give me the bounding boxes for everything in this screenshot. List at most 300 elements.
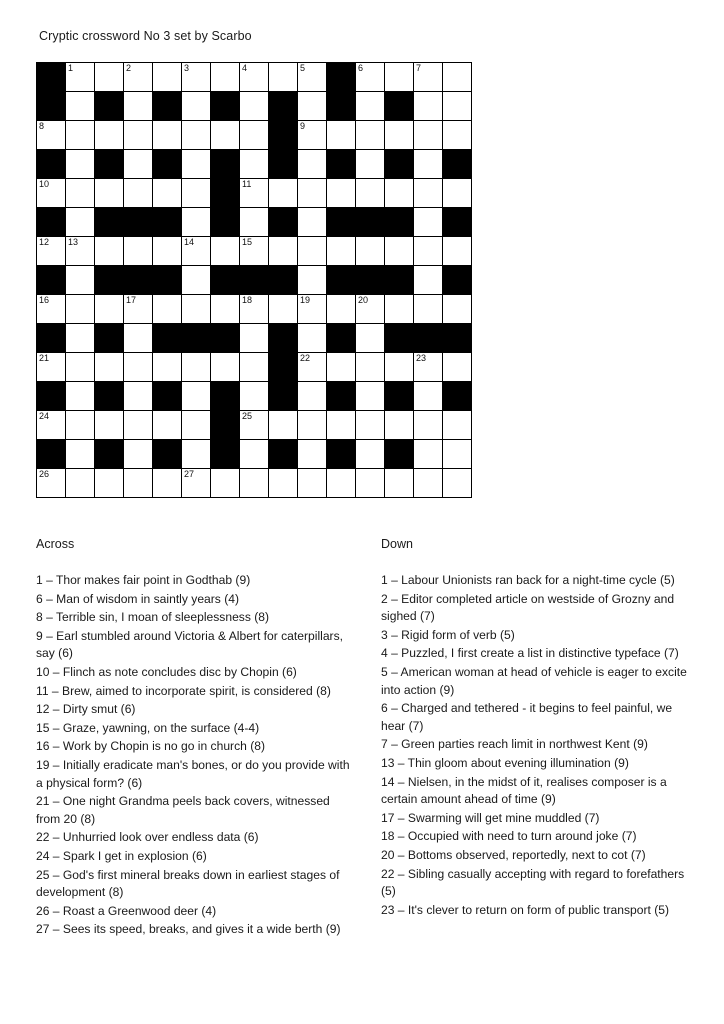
clue-item[interactable]: 17 – Swarming will get mine muddled (7): [381, 810, 600, 825]
grid-cell[interactable]: [124, 324, 153, 353]
grid-cell[interactable]: [153, 121, 182, 150]
grid-cell[interactable]: [443, 411, 472, 440]
clue-item[interactable]: 10 – Flinch as note concludes disc by Chopin (6): [36, 664, 297, 679]
grid-cell[interactable]: [95, 179, 124, 208]
grid-cell[interactable]: [182, 237, 211, 266]
grid-cell[interactable]: [153, 353, 182, 382]
grid-cell[interactable]: [298, 353, 327, 382]
grid-block-cell: [211, 324, 240, 353]
across-clue-list: [36, 572, 351, 939]
grid-row: [37, 63, 472, 92]
grid-cell[interactable]: [182, 63, 211, 92]
grid-block-cell: [211, 411, 240, 440]
grid-cell[interactable]: [66, 295, 95, 324]
grid-block-cell: [269, 353, 298, 382]
grid-block-cell: [269, 150, 298, 179]
grid-cell[interactable]: [298, 411, 327, 440]
grid-cell[interactable]: [356, 382, 385, 411]
grid-cell[interactable]: [443, 63, 472, 92]
grid-row: [37, 469, 472, 498]
grid-cell[interactable]: [240, 237, 269, 266]
grid-cell[interactable]: [66, 208, 95, 237]
grid-cell[interactable]: [153, 411, 182, 440]
grid-cell[interactable]: [414, 295, 443, 324]
grid-cell[interactable]: [211, 121, 240, 150]
grid-block-cell: [414, 324, 443, 353]
grid-block-cell: [385, 92, 414, 121]
grid-cell-number: 22: [300, 353, 311, 363]
clue-item[interactable]: 13 – Thin gloom about evening illumination (9): [381, 755, 629, 770]
grid-cell[interactable]: [298, 469, 327, 498]
grid-cell[interactable]: [356, 411, 385, 440]
clue-item[interactable]: 20 – Bottoms observed, reportedly, next to cot (7): [381, 847, 646, 862]
grid-cell[interactable]: [37, 411, 66, 440]
grid-cell-number: 10: [39, 179, 50, 189]
clue-item[interactable]: 12 – Dirty smut (6): [36, 702, 136, 717]
grid-cell[interactable]: [414, 63, 443, 92]
grid-cell[interactable]: [269, 63, 298, 92]
crossword-grid[interactable]: [36, 62, 472, 498]
grid-cell[interactable]: [240, 469, 269, 498]
clue-item[interactable]: 19 – Initially eradicate man's bones, or do you provide with a physical form? (6): [36, 757, 350, 790]
grid-block-cell: [443, 208, 472, 237]
clue-item[interactable]: 21 – One night Grandma peels back covers, witnessed from 20 (8): [36, 794, 330, 826]
across-heading: Across: [36, 537, 75, 551]
grid-cell-number: 6: [358, 63, 364, 73]
grid-block-cell: [443, 324, 472, 353]
grid-cell-number: 2: [126, 63, 132, 73]
grid-cell[interactable]: [211, 469, 240, 498]
grid-cell[interactable]: [124, 382, 153, 411]
grid-cell-number: 24: [39, 411, 50, 421]
grid-cell[interactable]: [66, 92, 95, 121]
grid-cell[interactable]: [327, 121, 356, 150]
grid-block-cell: [211, 179, 240, 208]
grid-cell[interactable]: [153, 237, 182, 266]
grid-cell[interactable]: [327, 411, 356, 440]
grid-cell[interactable]: [298, 208, 327, 237]
grid-cell[interactable]: [66, 353, 95, 382]
clues-section: [36, 537, 696, 940]
grid-cell[interactable]: [385, 295, 414, 324]
grid-cell[interactable]: [66, 469, 95, 498]
grid-cell[interactable]: [37, 121, 66, 150]
grid-cell-number: 16: [39, 295, 50, 305]
grid-block-cell: [37, 92, 66, 121]
grid-cell[interactable]: [385, 63, 414, 92]
grid-cell[interactable]: [182, 92, 211, 121]
grid-row: [37, 411, 472, 440]
grid-cell[interactable]: [298, 121, 327, 150]
grid-block-cell: [443, 382, 472, 411]
grid-cell[interactable]: [240, 295, 269, 324]
clue-item[interactable]: 22 – Unhurried look over endless data (6): [36, 830, 259, 845]
grid-row: [37, 237, 472, 266]
grid-block-cell: [37, 382, 66, 411]
grid-block-cell: [385, 440, 414, 469]
grid-block-cell: [385, 382, 414, 411]
grid-block-cell: [327, 208, 356, 237]
grid-cell[interactable]: [66, 121, 95, 150]
grid-cell[interactable]: [298, 237, 327, 266]
grid-cell[interactable]: [443, 179, 472, 208]
grid-cell[interactable]: [385, 237, 414, 266]
clue-item[interactable]: 24 – Spark I get in explosion (6): [36, 848, 207, 863]
grid-block-cell: [153, 324, 182, 353]
grid-cell[interactable]: [356, 469, 385, 498]
grid-block-cell: [95, 440, 124, 469]
grid-block-cell: [443, 266, 472, 295]
grid-cell[interactable]: [124, 295, 153, 324]
grid-cell[interactable]: [153, 295, 182, 324]
grid-cell[interactable]: [443, 353, 472, 382]
grid-cell[interactable]: [269, 179, 298, 208]
grid-block-cell: [211, 266, 240, 295]
grid-cell[interactable]: [414, 469, 443, 498]
grid-cell[interactable]: [443, 440, 472, 469]
grid-cell[interactable]: [298, 324, 327, 353]
grid-cell-number: 8: [39, 121, 45, 131]
grid-cell[interactable]: [414, 266, 443, 295]
grid-block-cell: [37, 324, 66, 353]
clue-item[interactable]: 1 – Thor makes fair point in Godthab (9): [36, 573, 251, 587]
grid-cell[interactable]: [240, 440, 269, 469]
grid-cell-number: 12: [39, 237, 50, 247]
clue-item[interactable]: 2 – Editor completed article on westside of Grozny and sighed (7): [381, 591, 675, 624]
grid-row: [37, 266, 472, 295]
grid-cell[interactable]: [385, 469, 414, 498]
grid-cell[interactable]: [66, 411, 95, 440]
grid-block-cell: [95, 324, 124, 353]
grid-cell[interactable]: [385, 179, 414, 208]
clue-item[interactable]: 1 – Labour Unionists ran back for a night-time cycle (5): [381, 573, 675, 587]
crossword-table: [36, 62, 472, 498]
grid-cell-number: 20: [358, 295, 369, 305]
grid-block-cell: [240, 266, 269, 295]
grid-cell[interactable]: [298, 382, 327, 411]
grid-cell[interactable]: [414, 440, 443, 469]
grid-cell[interactable]: [443, 92, 472, 121]
grid-row: [37, 179, 472, 208]
grid-block-cell: [385, 150, 414, 179]
grid-cell[interactable]: [414, 150, 443, 179]
grid-cell[interactable]: [95, 411, 124, 440]
grid-cell[interactable]: [327, 353, 356, 382]
grid-block-cell: [37, 208, 66, 237]
down-column: [381, 537, 696, 940]
grid-cell[interactable]: [182, 179, 211, 208]
grid-cell[interactable]: [240, 92, 269, 121]
grid-block-cell: [153, 92, 182, 121]
clue-item[interactable]: 26 – Roast a Greenwood deer (4): [36, 903, 217, 918]
grid-cell[interactable]: [269, 411, 298, 440]
grid-cell[interactable]: [37, 237, 66, 266]
grid-cell[interactable]: [414, 353, 443, 382]
grid-cell[interactable]: [240, 324, 269, 353]
grid-cell[interactable]: [211, 295, 240, 324]
grid-cell[interactable]: [327, 295, 356, 324]
grid-cell[interactable]: [385, 121, 414, 150]
grid-block-cell: [153, 150, 182, 179]
grid-cell[interactable]: [37, 179, 66, 208]
grid-block-cell: [269, 92, 298, 121]
grid-cell[interactable]: [182, 353, 211, 382]
grid-block-cell: [269, 121, 298, 150]
grid-cell[interactable]: [414, 382, 443, 411]
grid-block-cell: [211, 150, 240, 179]
down-heading: Down: [381, 537, 413, 551]
grid-cell[interactable]: [356, 324, 385, 353]
grid-cell-number: 5: [300, 63, 306, 73]
grid-cell[interactable]: [211, 353, 240, 382]
grid-row: [37, 208, 472, 237]
grid-cell[interactable]: [240, 208, 269, 237]
clue-item[interactable]: 27 – Sees its speed, breaks, and gives it a wide berth (9): [36, 922, 341, 937]
grid-cell[interactable]: [414, 92, 443, 121]
grid-cell[interactable]: [269, 237, 298, 266]
grid-cell[interactable]: [356, 121, 385, 150]
grid-block-cell: [356, 208, 385, 237]
grid-cell[interactable]: [66, 179, 95, 208]
grid-block-cell: [356, 266, 385, 295]
grid-block-cell: [211, 208, 240, 237]
grid-cell[interactable]: [211, 237, 240, 266]
clue-item[interactable]: 4 – Puzzled, I first create a list in distinctive typeface (7): [381, 646, 679, 661]
grid-cell[interactable]: [182, 469, 211, 498]
grid-cell[interactable]: [240, 63, 269, 92]
grid-cell[interactable]: [327, 179, 356, 208]
grid-block-cell: [95, 150, 124, 179]
grid-cell[interactable]: [414, 121, 443, 150]
grid-block-cell: [269, 266, 298, 295]
grid-cell[interactable]: [124, 469, 153, 498]
grid-block-cell: [211, 92, 240, 121]
grid-row: [37, 92, 472, 121]
grid-cell[interactable]: [124, 353, 153, 382]
grid-cell[interactable]: [443, 469, 472, 498]
grid-cell[interactable]: [95, 63, 124, 92]
grid-cell[interactable]: [240, 353, 269, 382]
grid-cell[interactable]: [414, 179, 443, 208]
grid-cell[interactable]: [327, 469, 356, 498]
grid-block-cell: [95, 382, 124, 411]
grid-cell[interactable]: [66, 440, 95, 469]
grid-block-cell: [327, 266, 356, 295]
grid-block-cell: [269, 382, 298, 411]
grid-cell[interactable]: [66, 324, 95, 353]
grid-cell-number: 11: [242, 179, 252, 189]
grid-cell-number: 14: [184, 237, 195, 247]
grid-cell[interactable]: [124, 150, 153, 179]
grid-block-cell: [327, 150, 356, 179]
grid-cell[interactable]: [443, 121, 472, 150]
grid-cell[interactable]: [211, 63, 240, 92]
grid-cell[interactable]: [37, 469, 66, 498]
grid-cell[interactable]: [240, 150, 269, 179]
grid-cell[interactable]: [153, 63, 182, 92]
grid-block-cell: [182, 324, 211, 353]
grid-cell[interactable]: [443, 295, 472, 324]
grid-block-cell: [269, 324, 298, 353]
clue-item[interactable]: 11 – Brew, aimed to incorporate spirit, is considered (8): [36, 683, 331, 698]
grid-block-cell: [37, 266, 66, 295]
grid-block-cell: [327, 382, 356, 411]
grid-cell[interactable]: [95, 237, 124, 266]
clue-item[interactable]: 3 – Rigid form of verb (5): [381, 627, 515, 642]
grid-cell[interactable]: [269, 295, 298, 324]
grid-cell-number: 21: [39, 353, 50, 363]
grid-cell[interactable]: [298, 295, 327, 324]
grid-cell-number: 13: [68, 237, 79, 247]
grid-block-cell: [269, 208, 298, 237]
grid-cell[interactable]: [182, 121, 211, 150]
clue-item[interactable]: 15 – Graze, yawning, on the surface (4-4): [36, 720, 260, 735]
grid-cell[interactable]: [356, 92, 385, 121]
clue-item[interactable]: 7 – Green parties reach limit in northwest Kent (9): [381, 737, 648, 752]
grid-cell[interactable]: [124, 179, 153, 208]
grid-cell[interactable]: [124, 237, 153, 266]
grid-cell[interactable]: [182, 150, 211, 179]
grid-cell[interactable]: [66, 266, 95, 295]
grid-cell[interactable]: [240, 382, 269, 411]
grid-cell[interactable]: [356, 295, 385, 324]
grid-cell[interactable]: [298, 266, 327, 295]
grid-row: [37, 295, 472, 324]
clue-item[interactable]: 18 – Occupied with need to turn around joke (7): [381, 829, 637, 844]
grid-block-cell: [385, 266, 414, 295]
grid-cell[interactable]: [356, 63, 385, 92]
grid-cell[interactable]: [182, 295, 211, 324]
grid-block-cell: [153, 382, 182, 411]
grid-cell[interactable]: [124, 440, 153, 469]
grid-cell[interactable]: [124, 121, 153, 150]
grid-cell-number: 4: [242, 63, 248, 73]
grid-block-cell: [37, 150, 66, 179]
grid-cell-number: 7: [416, 63, 422, 73]
grid-cell[interactable]: [153, 469, 182, 498]
grid-cell[interactable]: [298, 440, 327, 469]
grid-row: [37, 121, 472, 150]
grid-cell[interactable]: [66, 63, 95, 92]
clue-item[interactable]: 25 – God's first mineral breaks down in earliest stages of development (8): [36, 867, 340, 900]
grid-cell-number: 26: [39, 469, 50, 479]
grid-cell[interactable]: [95, 353, 124, 382]
clue-item[interactable]: 14 – Nielsen, in the midst of it, realises composer is a certain amount ahead of time (9): [381, 774, 667, 807]
grid-cell[interactable]: [124, 63, 153, 92]
grid-cell[interactable]: [66, 237, 95, 266]
grid-block-cell: [153, 208, 182, 237]
grid-cell[interactable]: [95, 121, 124, 150]
grid-block-cell: [269, 440, 298, 469]
grid-block-cell: [37, 440, 66, 469]
grid-block-cell: [211, 440, 240, 469]
grid-cell[interactable]: [182, 382, 211, 411]
grid-block-cell: [95, 266, 124, 295]
grid-cell-number: 25: [242, 411, 253, 421]
grid-cell[interactable]: [356, 179, 385, 208]
clue-item[interactable]: 16 – Work by Chopin is no go in church (8): [36, 739, 266, 754]
grid-block-cell: [95, 208, 124, 237]
grid-cell[interactable]: [182, 411, 211, 440]
grid-cell[interactable]: [269, 469, 298, 498]
clue-item[interactable]: 5 – American woman at head of vehicle is eager to excite into action (9): [381, 664, 687, 697]
grid-block-cell: [385, 208, 414, 237]
grid-cell[interactable]: [298, 179, 327, 208]
grid-cell[interactable]: [240, 121, 269, 150]
grid-cell[interactable]: [37, 353, 66, 382]
clue-item[interactable]: 22 – Sibling casually accepting with regard to forefathers (5): [381, 866, 685, 899]
grid-cell-number: 23: [416, 353, 427, 363]
grid-cell[interactable]: [356, 150, 385, 179]
grid-cell[interactable]: [356, 440, 385, 469]
grid-cell[interactable]: [385, 411, 414, 440]
grid-cell[interactable]: [298, 150, 327, 179]
grid-cell[interactable]: [37, 295, 66, 324]
page-title: Cryptic crossword No 3 set by Scarbo: [39, 29, 252, 43]
grid-cell[interactable]: [414, 411, 443, 440]
grid-block-cell: [443, 150, 472, 179]
grid-block-cell: [327, 440, 356, 469]
grid-block-cell: [124, 208, 153, 237]
grid-cell[interactable]: [124, 411, 153, 440]
grid-cell[interactable]: [124, 92, 153, 121]
grid-cell[interactable]: [182, 440, 211, 469]
grid-row: [37, 440, 472, 469]
grid-block-cell: [211, 382, 240, 411]
grid-row: [37, 382, 472, 411]
across-column: [36, 537, 351, 940]
grid-row: [37, 150, 472, 179]
grid-cell-number: 18: [242, 295, 253, 305]
grid-cell[interactable]: [298, 63, 327, 92]
grid-block-cell: [327, 92, 356, 121]
grid-block-cell: [95, 92, 124, 121]
grid-cell-number: 9: [300, 121, 306, 131]
grid-block-cell: [124, 266, 153, 295]
grid-cell[interactable]: [95, 469, 124, 498]
grid-block-cell: [37, 63, 66, 92]
grid-cell[interactable]: [443, 237, 472, 266]
grid-cell[interactable]: [414, 237, 443, 266]
grid-row: [37, 324, 472, 353]
grid-block-cell: [327, 63, 356, 92]
clue-item[interactable]: 9 – Earl stumbled around Victoria & Albert for caterpillars, say (6): [36, 628, 343, 661]
clue-item[interactable]: 23 – It's clever to return on form of public transport (5): [381, 902, 669, 917]
grid-cell[interactable]: [182, 208, 211, 237]
clue-item[interactable]: 8 – Terrible sin, I moan of sleeplessness (8): [36, 610, 270, 625]
grid-cell-number: 1: [68, 63, 74, 73]
grid-cell[interactable]: [66, 150, 95, 179]
grid-cell-number: 19: [300, 295, 311, 305]
grid-cell[interactable]: [327, 237, 356, 266]
grid-cell[interactable]: [95, 295, 124, 324]
clue-item[interactable]: 6 – Charged and tethered - it begins to feel painful, we hear (7): [381, 701, 673, 733]
grid-cell[interactable]: [182, 266, 211, 295]
grid-row: [37, 353, 472, 382]
grid-cell[interactable]: [240, 179, 269, 208]
grid-cell[interactable]: [356, 237, 385, 266]
grid-cell[interactable]: [414, 208, 443, 237]
grid-cell[interactable]: [298, 92, 327, 121]
grid-cell-number: 17: [126, 295, 137, 305]
grid-cell[interactable]: [356, 353, 385, 382]
clue-item[interactable]: 6 – Man of wisdom in saintly years (4): [36, 591, 239, 606]
grid-cell[interactable]: [385, 353, 414, 382]
grid-cell[interactable]: [240, 411, 269, 440]
grid-block-cell: [385, 324, 414, 353]
grid-cell[interactable]: [153, 179, 182, 208]
grid-cell[interactable]: [66, 382, 95, 411]
